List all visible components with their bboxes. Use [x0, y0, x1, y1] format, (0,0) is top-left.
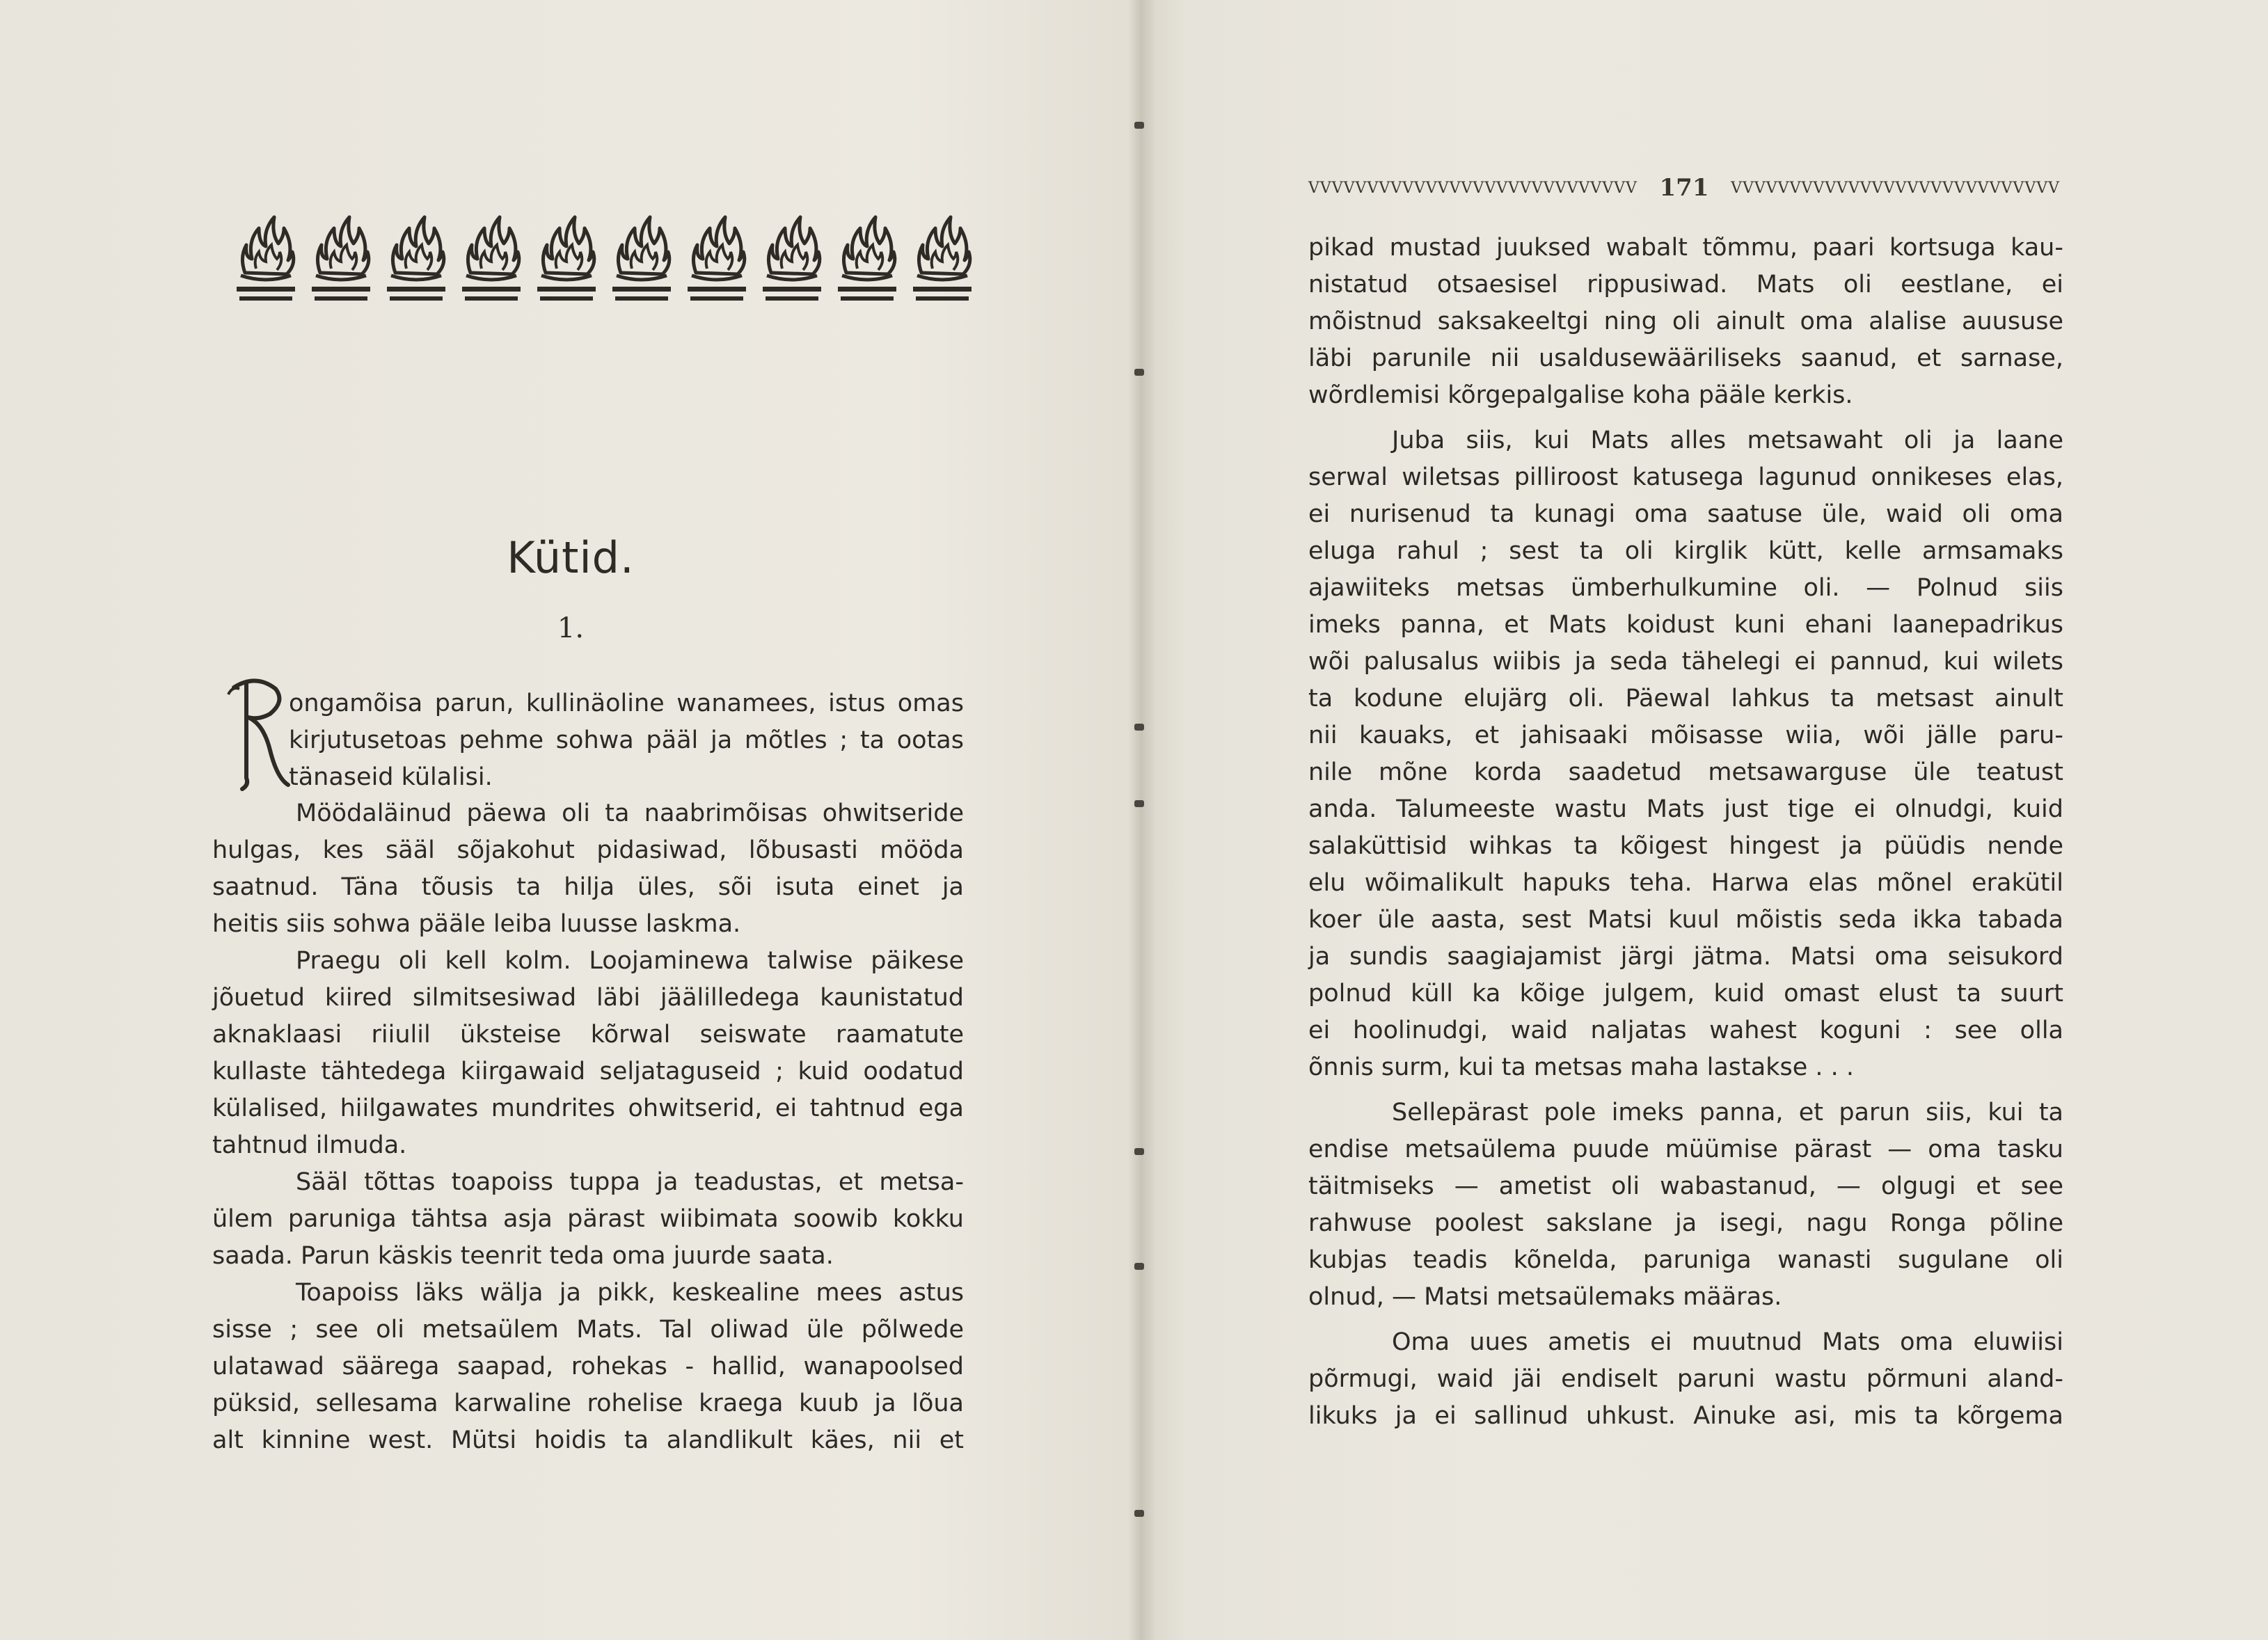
running-head-rule-left: VVVVVVVVVVVVVVVVVVVVVVVVVVVV [1308, 179, 1637, 197]
text-line: polnud küll ka kõige julgem, kuid omast elust ta suurt [1308, 980, 2063, 1008]
text-line: Toapoiss läks wälja ja pikk, keskealine mees astus [296, 1279, 964, 1307]
text-line: kubjas teadis kõnelda, paruniga wanasti sugulane oli [1308, 1246, 2063, 1274]
text-line: imeks panna, et Mats koidust kuni ehani laanepadrikus [1308, 611, 2063, 639]
flame-ornament-icon [836, 209, 898, 306]
flame-ornament-icon [912, 209, 973, 306]
drop-cap-r [221, 674, 291, 792]
text-line: kirjutusetoas pehme sohwa pääl ja mõtles ; ta ootas [289, 726, 964, 754]
text-line: saatnud. Täna tõusis ta hilja üles, sõi isuta einet ja [212, 873, 964, 901]
binding-stitch [1134, 800, 1144, 807]
text-line: Möödaläinud päewa oli ta naabrimõisas ohwitseride [296, 799, 964, 827]
text-line: wõrdlemisi kõrgepalgalise koha pääle kerkis. [1308, 381, 1853, 409]
text-line: sisse ; see oli metsaülem Mats. Tal oliwad üle põlwede [212, 1316, 964, 1344]
right-body-text [1308, 230, 2063, 1435]
text-line: saada. Parun käskis teenrit teda oma juurde saata. [212, 1242, 834, 1270]
text-line: koer üle aasta, sest Matsi kuul mõistis seda ikka tabada [1308, 906, 2063, 934]
left-body-text [212, 795, 964, 1459]
text-line: tahtnud ilmuda. [212, 1131, 407, 1159]
text-line: Sellepärast pole imeks panna, et parun siis, kui ta [1392, 1099, 2063, 1126]
text-line: täitmiseks — ametist oli wabastanud, — olgugi et see [1308, 1172, 2063, 1200]
page-number: 171 [1659, 174, 1709, 202]
text-line: nii kauaks, et jahisaaki mõisasse wiia, wõi jälle paru- [1308, 722, 2063, 749]
binding-stitch [1134, 1510, 1144, 1517]
text-line: külalised, hiilgawates mundrites ohwitserid, ei tahtnud ega [212, 1094, 964, 1122]
text-line: jõuetud kiired silmitsesiwad läbi jäälilledega kaunistatud [212, 984, 964, 1012]
text-line: nile mõne korda saadetud metsawarguse üle teatust [1308, 758, 2063, 786]
text-line: endise metsaülema puude müümise pärast — oma tasku [1308, 1136, 2063, 1163]
text-line: elu wõimalikult hapuks teha. Harwa elas mõnel erakütil [1308, 869, 2063, 897]
flame-ornament-icon [761, 209, 823, 306]
flame-ornament-icon [235, 209, 296, 306]
paragraph-gap [1308, 1086, 2063, 1094]
text-line: nistatud otsaesisel rippusiwad. Mats oli eestlane, ei [1308, 271, 2063, 298]
text-line: serwal wiletsas pilliroost katusega lagunud onnikeses elas, [1308, 463, 2063, 491]
text-line: olnud, — Matsi metsaülemaks määras. [1308, 1283, 1782, 1311]
binding-stitch [1134, 724, 1144, 731]
text-line: eluga rahul ; sest ta oli kirglik kütt, kelle armsamaks [1308, 537, 2063, 565]
text-line: ulatawad säärega saapad, rohekas - hallid, wanapoolsed [212, 1353, 964, 1380]
flame-ornament-icon [386, 209, 447, 306]
drop-cap-letter: R [256, 738, 261, 745]
paragraph-gap [1308, 414, 2063, 422]
text-line: Sääl tõttas toapoiss tuppa ja teadustas, et metsa- [296, 1168, 964, 1196]
text-line: kullaste tähtedega kiirgawaid seljataguseid ; kuid oodatud [212, 1058, 964, 1085]
running-head-rule-right: VVVVVVVVVVVVVVVVVVVVVVVVVVVV [1731, 179, 2060, 197]
binding-stitch [1134, 1263, 1144, 1270]
flame-ornament-icon [536, 209, 597, 306]
text-line: ajawiiteks metsas ümberhulkumine oli. — Polnud siis [1308, 574, 2063, 602]
text-line: põrmugi, waid jäi endiselt paruni wastu põrmuni aland- [1308, 1365, 2063, 1393]
binding-stitch [1134, 122, 1144, 129]
text-line: ongamõisa parun, kullinäoline wanamees, istus omas [289, 690, 964, 717]
text-line: pikad mustad juuksed wabalt tõmmu, paari kortsuga kau- [1308, 234, 2063, 262]
flame-ornament-icon [611, 209, 672, 306]
text-line: rahwuse poolest sakslane ja isegi, nagu Ronga põline [1308, 1209, 2063, 1237]
text-line: alt kinnine west. Mütsi hoidis ta alandlikult käes, nii et [212, 1426, 964, 1454]
book-gutter [1127, 0, 1155, 1640]
flame-ornament-icon [686, 209, 747, 306]
text-line: anda. Talumeeste wastu Mats just tige ei olnudgi, kuid [1308, 795, 2063, 823]
text-line: wõi palusalus wiibis ja seda tähelegi ei pannud, kui wilets [1308, 648, 2063, 676]
text-line: Oma uues ametis ei muutnud Mats oma eluwiisi [1392, 1328, 2063, 1356]
text-line: ei hoolinudgi, waid naljatas wahest koguni : see olla [1308, 1017, 2063, 1044]
text-line: ei nurisenud ta kunagi oma saatuse üle, waid oli oma [1308, 500, 2063, 528]
chapter-title: Kütid. [507, 532, 635, 583]
flame-ornament-row [235, 209, 973, 306]
text-line: püksid, sellesama karwaline rohelise kraega kuub ja lõua [212, 1390, 964, 1417]
text-line: mõistnud saksakeeltgi ning oli ainult oma alalise auususe [1308, 308, 2063, 335]
text-line: aknaklaasi riiulil üksteise kõrwal seiswate raamatute [212, 1021, 964, 1049]
text-line: hulgas, kes sääl sõjakohut pidasiwad, lõbusasti mööda [212, 836, 964, 864]
text-line: heitis siis sohwa pääle leiba luusse laskma. [212, 910, 741, 938]
flame-ornament-icon [461, 209, 522, 306]
text-line: ta kodune elujärg oli. Päewal lahkus ta metsast ainult [1308, 685, 2063, 712]
text-line: Juba siis, kui Mats alles metsawaht oli ja laane [1392, 427, 2063, 454]
text-line: ja sundis saagiajamist järgi jätma. Matsi oma seisukord [1308, 943, 2063, 971]
text-line: salaküttisid wihkas ta kõigest hingest ja püüdis nende [1308, 832, 2063, 860]
text-line: õnnis surm, kui ta metsas maha lastakse . . . [1308, 1053, 1854, 1081]
text-line: ülem paruniga tähtsa asja pärast wiibimata soowib kokku [212, 1205, 964, 1233]
text-line: tänaseid külalisi. [289, 763, 493, 791]
flame-ornament-icon [310, 209, 372, 306]
chapter-number: 1. [557, 612, 585, 644]
binding-stitch [1134, 369, 1144, 376]
paragraph-gap [1308, 1316, 2063, 1324]
binding-stitch [1134, 1148, 1144, 1155]
text-line: likuks ja ei sallinud uhkust. Ainuke asi, mis ta kõrgema [1308, 1402, 2063, 1430]
opening-paragraph [289, 685, 964, 796]
text-line: läbi parunile nii usaldusewääriliseks saanud, et sarnase, [1308, 344, 2063, 372]
text-line: Praegu oli kell kolm. Loojaminewa talwise päikese [296, 947, 964, 975]
running-head [1308, 174, 2060, 202]
